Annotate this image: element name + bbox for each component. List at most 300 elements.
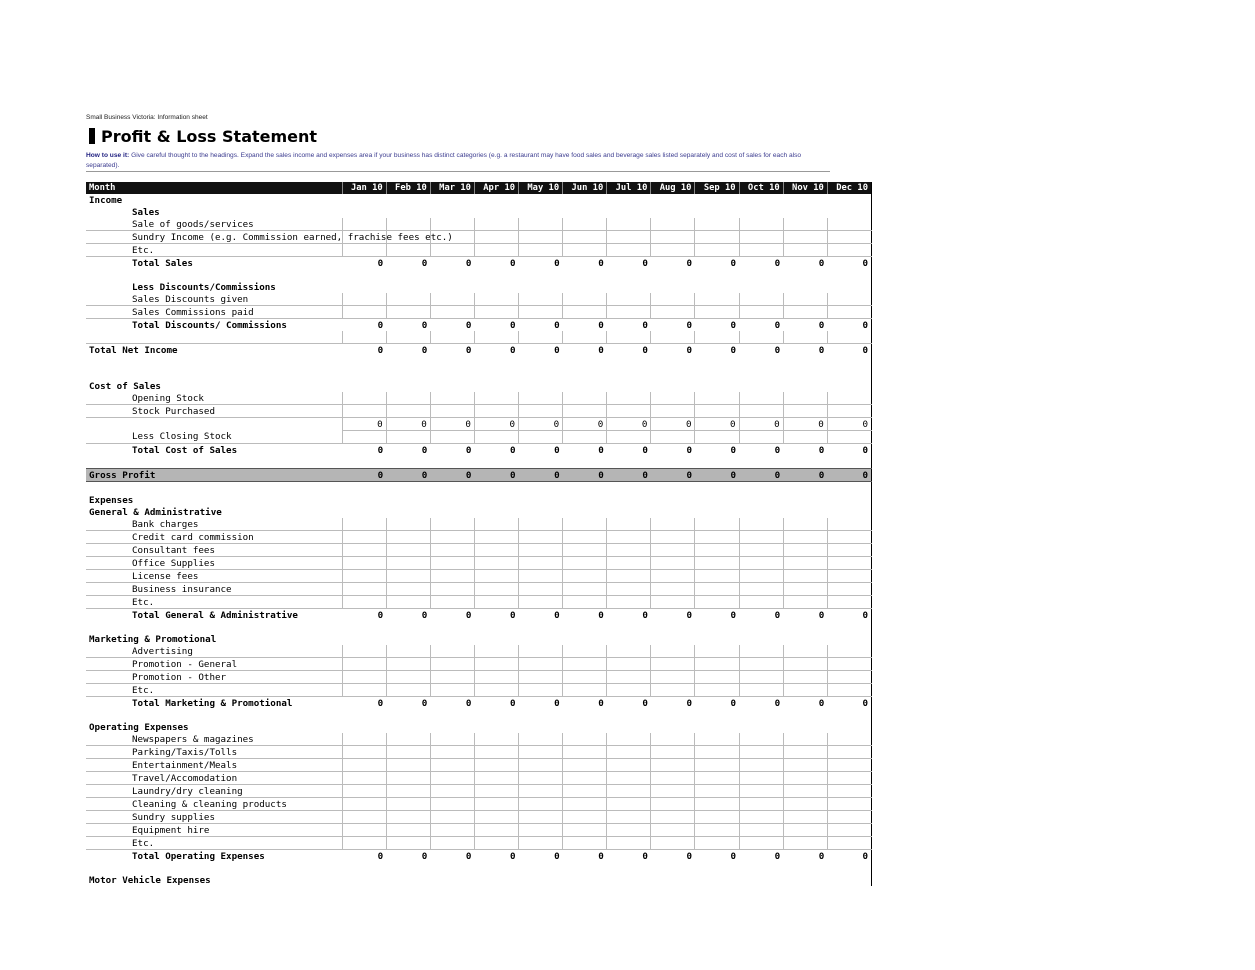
month-input-cell[interactable] [519, 392, 563, 405]
month-input-cell[interactable] [430, 544, 474, 557]
month-input-cell[interactable] [607, 557, 651, 570]
month-input-cell[interactable] [386, 772, 430, 785]
month-input-cell[interactable] [519, 671, 563, 684]
month-input-cell[interactable] [342, 658, 386, 671]
month-input-cell[interactable] [474, 733, 518, 746]
month-input-cell[interactable] [739, 531, 783, 544]
month-input-cell[interactable] [607, 431, 651, 444]
month-input-cell[interactable] [739, 759, 783, 772]
month-input-cell[interactable] [342, 811, 386, 824]
month-input-cell[interactable] [430, 431, 474, 444]
month-input-cell[interactable] [430, 733, 474, 746]
month-input-cell[interactable] [386, 645, 430, 658]
month-input-cell[interactable] [342, 772, 386, 785]
month-input-cell[interactable] [430, 557, 474, 570]
month-input-cell[interactable] [519, 231, 563, 244]
month-input-cell[interactable] [474, 671, 518, 684]
month-input-cell[interactable] [783, 331, 827, 344]
month-input-cell[interactable] [563, 658, 607, 671]
month-input-cell[interactable] [519, 431, 563, 444]
month-input-cell[interactable] [474, 293, 518, 306]
month-input-cell[interactable] [342, 824, 386, 837]
month-input-cell[interactable] [342, 583, 386, 596]
month-input-cell[interactable] [739, 733, 783, 746]
month-input-cell[interactable] [739, 518, 783, 531]
month-input-cell[interactable] [430, 645, 474, 658]
month-input-cell[interactable] [563, 231, 607, 244]
month-input-cell[interactable] [783, 392, 827, 405]
month-input-cell[interactable] [430, 684, 474, 697]
month-input-cell[interactable] [386, 583, 430, 596]
month-input-cell[interactable] [651, 746, 695, 759]
month-input-cell[interactable] [430, 392, 474, 405]
month-input-cell[interactable] [739, 824, 783, 837]
month-input-cell[interactable] [430, 671, 474, 684]
month-input-cell[interactable] [651, 293, 695, 306]
month-input-cell[interactable] [430, 518, 474, 531]
month-input-cell[interactable] [783, 583, 827, 596]
month-input-cell[interactable] [695, 772, 739, 785]
month-input-cell[interactable] [695, 759, 739, 772]
month-input-cell[interactable] [783, 798, 827, 811]
month-input-cell[interactable] [783, 684, 827, 697]
month-input-cell[interactable] [607, 785, 651, 798]
month-input-cell[interactable] [430, 772, 474, 785]
month-input-cell[interactable] [519, 331, 563, 344]
month-input-cell[interactable] [342, 244, 386, 257]
month-input-cell[interactable] [474, 772, 518, 785]
month-input-cell[interactable] [827, 596, 871, 609]
month-input-cell[interactable] [651, 811, 695, 824]
month-input-cell[interactable] [607, 645, 651, 658]
month-input-cell[interactable] [386, 837, 430, 850]
month-input-cell[interactable] [430, 798, 474, 811]
month-input-cell[interactable] [386, 671, 430, 684]
month-input-cell[interactable] [783, 231, 827, 244]
month-input-cell[interactable] [783, 811, 827, 824]
month-input-cell[interactable] [474, 570, 518, 583]
month-input-cell[interactable] [827, 231, 871, 244]
month-input-cell[interactable] [342, 759, 386, 772]
month-input-cell[interactable] [783, 746, 827, 759]
month-input-cell[interactable] [651, 596, 695, 609]
month-input-cell[interactable] [519, 306, 563, 319]
month-input-cell[interactable] [563, 596, 607, 609]
month-input-cell[interactable] [519, 244, 563, 257]
month-input-cell[interactable] [474, 244, 518, 257]
month-input-cell[interactable] [342, 531, 386, 544]
month-input-cell[interactable] [474, 218, 518, 231]
month-input-cell[interactable] [563, 759, 607, 772]
month-input-cell[interactable] [563, 671, 607, 684]
month-input-cell[interactable] [342, 746, 386, 759]
month-input-cell[interactable] [386, 596, 430, 609]
month-input-cell[interactable] [695, 583, 739, 596]
month-input-cell[interactable] [739, 811, 783, 824]
month-input-cell[interactable] [739, 544, 783, 557]
month-input-cell[interactable] [342, 405, 386, 418]
month-input-cell[interactable] [651, 772, 695, 785]
month-input-cell[interactable] [519, 531, 563, 544]
month-input-cell[interactable] [430, 306, 474, 319]
month-input-cell[interactable] [783, 596, 827, 609]
month-input-cell[interactable] [342, 837, 386, 850]
month-input-cell[interactable] [519, 684, 563, 697]
month-input-cell[interactable] [651, 331, 695, 344]
month-input-cell[interactable] [607, 798, 651, 811]
month-input-cell[interactable] [695, 746, 739, 759]
month-input-cell[interactable] [342, 544, 386, 557]
month-input-cell[interactable] [827, 824, 871, 837]
month-input-cell[interactable] [827, 733, 871, 746]
month-input-cell[interactable] [607, 570, 651, 583]
month-input-cell[interactable] [430, 811, 474, 824]
month-input-cell[interactable] [519, 645, 563, 658]
month-input-cell[interactable] [607, 331, 651, 344]
month-input-cell[interactable] [783, 824, 827, 837]
month-input-cell[interactable] [342, 331, 386, 344]
month-input-cell[interactable] [783, 218, 827, 231]
month-input-cell[interactable] [651, 684, 695, 697]
month-input-cell[interactable] [827, 785, 871, 798]
month-input-cell[interactable] [563, 405, 607, 418]
month-input-cell[interactable] [827, 518, 871, 531]
month-input-cell[interactable] [342, 596, 386, 609]
month-input-cell[interactable] [386, 759, 430, 772]
month-input-cell[interactable] [563, 837, 607, 850]
month-input-cell[interactable] [827, 544, 871, 557]
month-input-cell[interactable] [651, 392, 695, 405]
month-input-cell[interactable] [430, 746, 474, 759]
month-input-cell[interactable] [430, 244, 474, 257]
month-input-cell[interactable] [651, 570, 695, 583]
month-input-cell[interactable] [563, 684, 607, 697]
month-input-cell[interactable] [563, 531, 607, 544]
month-input-cell[interactable] [827, 759, 871, 772]
month-input-cell[interactable] [342, 671, 386, 684]
month-input-cell[interactable] [739, 331, 783, 344]
month-input-cell[interactable] [563, 798, 607, 811]
month-input-cell[interactable] [563, 218, 607, 231]
month-input-cell[interactable] [827, 218, 871, 231]
month-input-cell[interactable] [739, 772, 783, 785]
month-input-cell[interactable] [386, 785, 430, 798]
month-input-cell[interactable] [783, 431, 827, 444]
month-input-cell[interactable] [827, 684, 871, 697]
month-input-cell[interactable] [474, 544, 518, 557]
month-input-cell[interactable] [474, 518, 518, 531]
month-input-cell[interactable] [607, 392, 651, 405]
month-input-cell[interactable] [563, 772, 607, 785]
month-input-cell[interactable] [386, 557, 430, 570]
month-input-cell[interactable] [783, 293, 827, 306]
month-input-cell[interactable] [739, 658, 783, 671]
month-input-cell[interactable] [519, 733, 563, 746]
month-input-cell[interactable] [563, 392, 607, 405]
month-input-cell[interactable] [739, 746, 783, 759]
month-input-cell[interactable] [342, 306, 386, 319]
month-input-cell[interactable] [563, 645, 607, 658]
month-input-cell[interactable] [783, 759, 827, 772]
month-input-cell[interactable] [607, 231, 651, 244]
month-input-cell[interactable] [827, 671, 871, 684]
month-input-cell[interactable] [783, 244, 827, 257]
month-input-cell[interactable] [519, 759, 563, 772]
month-input-cell[interactable] [386, 824, 430, 837]
month-input-cell[interactable] [783, 733, 827, 746]
month-input-cell[interactable] [651, 231, 695, 244]
month-input-cell[interactable] [739, 392, 783, 405]
month-input-cell[interactable] [386, 544, 430, 557]
month-input-cell[interactable] [739, 684, 783, 697]
month-input-cell[interactable] [783, 837, 827, 850]
month-input-cell[interactable] [695, 431, 739, 444]
month-input-cell[interactable] [563, 306, 607, 319]
month-input-cell[interactable] [563, 811, 607, 824]
month-input-cell[interactable] [563, 746, 607, 759]
month-input-cell[interactable] [474, 645, 518, 658]
month-input-cell[interactable] [607, 837, 651, 850]
month-input-cell[interactable] [342, 293, 386, 306]
month-input-cell[interactable] [739, 557, 783, 570]
month-input-cell[interactable] [607, 671, 651, 684]
month-input-cell[interactable] [607, 218, 651, 231]
month-input-cell[interactable] [695, 798, 739, 811]
month-input-cell[interactable] [430, 293, 474, 306]
month-input-cell[interactable] [739, 570, 783, 583]
month-input-cell[interactable] [342, 431, 386, 444]
month-input-cell[interactable] [519, 405, 563, 418]
month-input-cell[interactable] [695, 544, 739, 557]
month-input-cell[interactable] [474, 759, 518, 772]
month-input-cell[interactable] [695, 392, 739, 405]
month-input-cell[interactable] [783, 531, 827, 544]
month-input-cell[interactable] [430, 824, 474, 837]
month-input-cell[interactable] [474, 746, 518, 759]
month-input-cell[interactable] [739, 583, 783, 596]
month-input-cell[interactable] [430, 785, 474, 798]
month-input-cell[interactable] [563, 583, 607, 596]
month-input-cell[interactable] [474, 785, 518, 798]
month-input-cell[interactable] [827, 392, 871, 405]
month-input-cell[interactable] [474, 231, 518, 244]
month-input-cell[interactable] [695, 531, 739, 544]
month-input-cell[interactable] [474, 405, 518, 418]
month-input-cell[interactable] [519, 824, 563, 837]
month-input-cell[interactable] [827, 570, 871, 583]
month-input-cell[interactable] [563, 518, 607, 531]
month-input-cell[interactable] [827, 531, 871, 544]
month-input-cell[interactable] [827, 811, 871, 824]
month-input-cell[interactable] [386, 798, 430, 811]
month-input-cell[interactable] [827, 645, 871, 658]
month-input-cell[interactable] [607, 596, 651, 609]
month-input-cell[interactable] [607, 531, 651, 544]
month-input-cell[interactable] [474, 531, 518, 544]
month-input-cell[interactable] [695, 671, 739, 684]
month-input-cell[interactable] [430, 837, 474, 850]
month-input-cell[interactable] [519, 772, 563, 785]
month-input-cell[interactable] [607, 684, 651, 697]
month-input-cell[interactable] [651, 671, 695, 684]
month-input-cell[interactable] [519, 570, 563, 583]
month-input-cell[interactable] [386, 218, 430, 231]
month-input-cell[interactable] [607, 583, 651, 596]
month-input-cell[interactable] [695, 557, 739, 570]
month-input-cell[interactable] [563, 824, 607, 837]
month-input-cell[interactable] [519, 518, 563, 531]
month-input-cell[interactable] [827, 306, 871, 319]
month-input-cell[interactable] [563, 785, 607, 798]
month-input-cell[interactable] [651, 583, 695, 596]
month-input-cell[interactable] [519, 837, 563, 850]
month-input-cell[interactable] [651, 798, 695, 811]
month-input-cell[interactable] [519, 798, 563, 811]
month-input-cell[interactable] [519, 785, 563, 798]
month-input-cell[interactable] [651, 785, 695, 798]
month-input-cell[interactable] [474, 798, 518, 811]
month-input-cell[interactable] [342, 570, 386, 583]
month-input-cell[interactable] [783, 658, 827, 671]
month-input-cell[interactable] [519, 583, 563, 596]
month-input-cell[interactable] [563, 331, 607, 344]
month-input-cell[interactable] [563, 557, 607, 570]
month-input-cell[interactable] [695, 837, 739, 850]
month-input-cell[interactable] [519, 544, 563, 557]
month-input-cell[interactable] [739, 306, 783, 319]
month-input-cell[interactable] [563, 431, 607, 444]
month-input-cell[interactable] [519, 293, 563, 306]
month-input-cell[interactable] [739, 293, 783, 306]
month-input-cell[interactable] [651, 658, 695, 671]
month-input-cell[interactable] [342, 218, 386, 231]
month-input-cell[interactable] [386, 244, 430, 257]
month-input-cell[interactable] [474, 824, 518, 837]
month-input-cell[interactable] [651, 431, 695, 444]
month-input-cell[interactable] [519, 746, 563, 759]
month-input-cell[interactable] [651, 244, 695, 257]
month-input-cell[interactable] [607, 405, 651, 418]
month-input-cell[interactable] [695, 218, 739, 231]
month-input-cell[interactable] [695, 785, 739, 798]
month-input-cell[interactable] [342, 392, 386, 405]
month-input-cell[interactable] [474, 392, 518, 405]
month-input-cell[interactable] [695, 570, 739, 583]
month-input-cell[interactable] [739, 405, 783, 418]
month-input-cell[interactable] [827, 837, 871, 850]
month-input-cell[interactable] [563, 733, 607, 746]
month-input-cell[interactable] [430, 658, 474, 671]
month-input-cell[interactable] [563, 244, 607, 257]
month-input-cell[interactable] [607, 658, 651, 671]
month-input-cell[interactable] [695, 811, 739, 824]
month-input-cell[interactable] [827, 405, 871, 418]
month-input-cell[interactable] [474, 658, 518, 671]
month-input-cell[interactable] [474, 837, 518, 850]
month-input-cell[interactable] [651, 218, 695, 231]
month-input-cell[interactable] [607, 306, 651, 319]
month-input-cell[interactable] [783, 306, 827, 319]
month-input-cell[interactable] [783, 405, 827, 418]
month-input-cell[interactable] [386, 331, 430, 344]
month-input-cell[interactable] [474, 811, 518, 824]
month-input-cell[interactable] [386, 811, 430, 824]
month-input-cell[interactable] [651, 733, 695, 746]
month-input-cell[interactable] [430, 759, 474, 772]
month-input-cell[interactable] [563, 293, 607, 306]
month-input-cell[interactable] [651, 759, 695, 772]
month-input-cell[interactable] [386, 684, 430, 697]
month-input-cell[interactable] [607, 244, 651, 257]
month-input-cell[interactable] [739, 671, 783, 684]
month-input-cell[interactable] [827, 798, 871, 811]
month-input-cell[interactable] [695, 306, 739, 319]
month-input-cell[interactable] [827, 772, 871, 785]
month-input-cell[interactable] [783, 557, 827, 570]
month-input-cell[interactable] [342, 684, 386, 697]
month-input-cell[interactable] [827, 431, 871, 444]
month-input-cell[interactable] [563, 570, 607, 583]
month-input-cell[interactable] [695, 405, 739, 418]
month-input-cell[interactable] [607, 733, 651, 746]
month-input-cell[interactable] [519, 811, 563, 824]
month-input-cell[interactable] [607, 824, 651, 837]
month-input-cell[interactable] [342, 798, 386, 811]
month-input-cell[interactable] [519, 658, 563, 671]
month-input-cell[interactable] [430, 596, 474, 609]
month-input-cell[interactable] [739, 798, 783, 811]
month-input-cell[interactable] [386, 658, 430, 671]
month-input-cell[interactable] [695, 293, 739, 306]
month-input-cell[interactable] [739, 231, 783, 244]
month-input-cell[interactable] [474, 557, 518, 570]
month-input-cell[interactable] [430, 583, 474, 596]
month-input-cell[interactable] [386, 431, 430, 444]
month-input-cell[interactable] [651, 645, 695, 658]
month-input-cell[interactable] [827, 293, 871, 306]
month-input-cell[interactable] [651, 306, 695, 319]
month-input-cell[interactable] [386, 392, 430, 405]
month-input-cell[interactable] [607, 293, 651, 306]
month-input-cell[interactable] [739, 645, 783, 658]
month-input-cell[interactable] [695, 733, 739, 746]
month-input-cell[interactable] [651, 544, 695, 557]
month-input-cell[interactable] [563, 544, 607, 557]
month-input-cell[interactable] [695, 596, 739, 609]
month-input-cell[interactable] [827, 244, 871, 257]
month-input-cell[interactable] [474, 431, 518, 444]
month-input-cell[interactable] [430, 570, 474, 583]
month-input-cell[interactable] [739, 785, 783, 798]
month-input-cell[interactable] [651, 518, 695, 531]
month-input-cell[interactable] [695, 244, 739, 257]
month-input-cell[interactable] [386, 405, 430, 418]
month-input-cell[interactable] [607, 759, 651, 772]
month-input-cell[interactable] [607, 746, 651, 759]
month-input-cell[interactable] [607, 772, 651, 785]
month-input-cell[interactable] [607, 518, 651, 531]
month-input-cell[interactable] [783, 570, 827, 583]
month-input-cell[interactable] [651, 824, 695, 837]
month-input-cell[interactable] [386, 518, 430, 531]
month-input-cell[interactable] [430, 331, 474, 344]
month-input-cell[interactable] [739, 596, 783, 609]
month-input-cell[interactable] [342, 785, 386, 798]
month-input-cell[interactable] [695, 645, 739, 658]
month-input-cell[interactable] [695, 231, 739, 244]
month-input-cell[interactable] [474, 596, 518, 609]
month-input-cell[interactable] [651, 837, 695, 850]
